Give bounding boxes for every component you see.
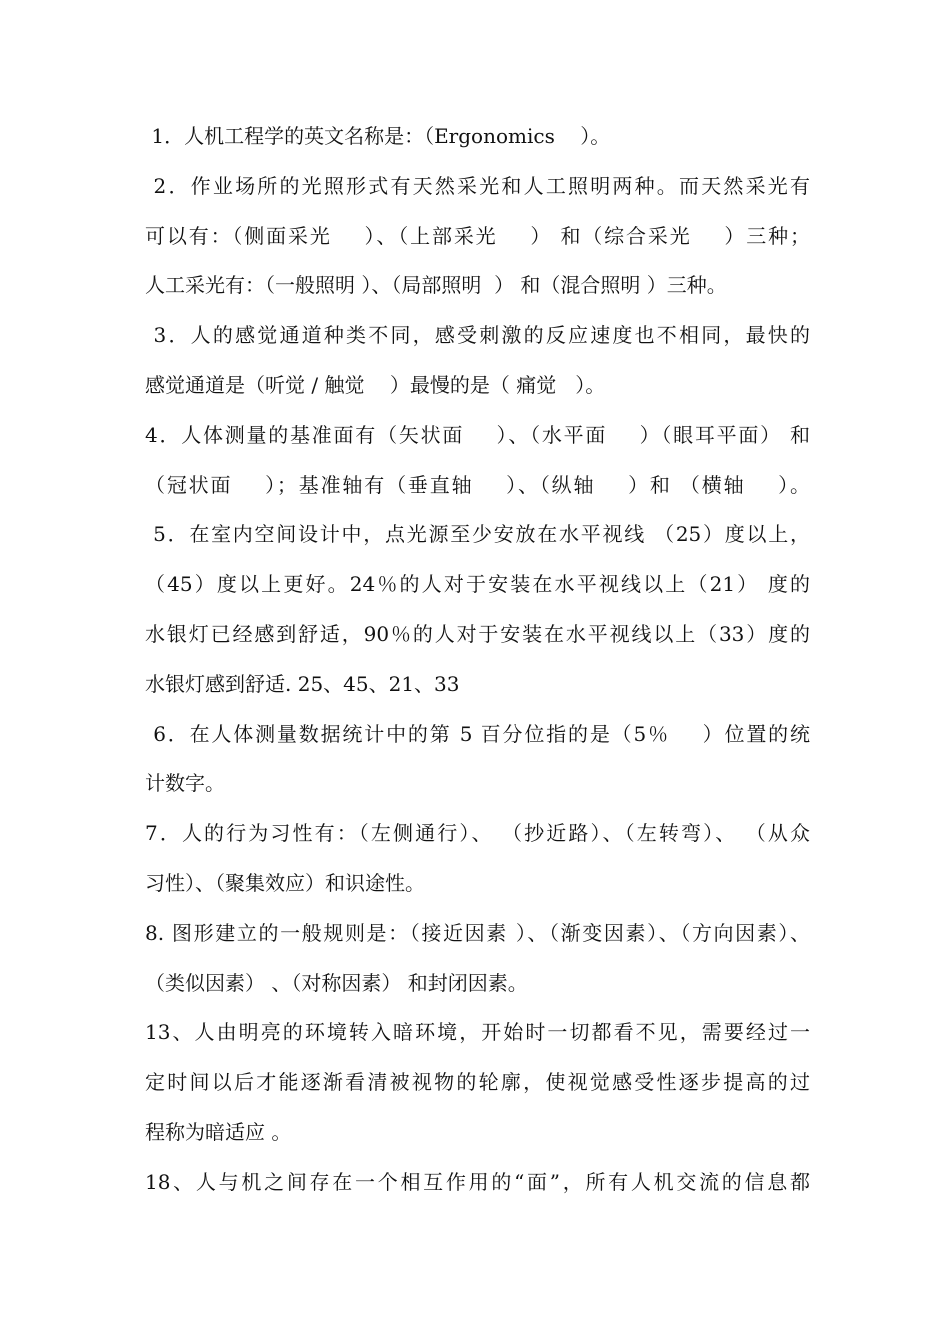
text-line-q4-part2: （冠状面 ）；基准轴有（垂直轴 ）、（纵轴 ）和 （横轴 ）。 xyxy=(145,472,810,497)
text-line-q6-part1: 6．在人体测量数据统计中的第 5 百分位指的是（5％ ）位置的统 xyxy=(145,721,810,746)
text-line-q7-part2: 习性）、（聚集效应）和识途性。 xyxy=(145,870,425,895)
text-line-q3-part1: 3．人的感觉通道种类不同，感受刺激的反应速度也不相同，最快的 xyxy=(145,323,810,348)
text-line-q8-part2: （类似因素） 、（对称因素） 和封闭因素。 xyxy=(145,970,528,995)
text-line-q5-part3: 水银灯已经感到舒适，90％的人对于安装在水平视线以上（33）度的 xyxy=(145,621,810,646)
text-line-q5-part4: 水银灯感到舒适. 25、45、21、33 xyxy=(145,671,460,696)
text-line-q13-part1: 13、人由明亮的环境转入暗环境，开始时一切都看不见，需要经过一 xyxy=(145,1020,810,1045)
text-line-q2-part2: 可以有：（侧面采光 ）、（上部采光 ） 和（综合采光 ）三种； xyxy=(145,223,810,248)
text-line-q7-part1: 7．人的行为习性有：（左侧通行）、 （抄近路）、（左转弯）、 （从众 xyxy=(145,821,810,846)
text-line-q2-part1: 2．作业场所的光照形式有天然采光和人工照明两种。而天然采光有 xyxy=(145,173,810,198)
text-line-q1: 1．人机工程学的英文名称是：（Ergonomics ）。 xyxy=(145,124,611,148)
text-line-q13-part2: 定时间以后才能逐渐看清被视物的轮廓，使视觉感受性逐步提高的过 xyxy=(145,1070,810,1095)
text-line-q5-part2: （45）度以上更好。24％的人对于安装在水平视线以上（21） 度的 xyxy=(145,572,810,597)
text-line-q5-part1: 5．在室内空间设计中，点光源至少安放在水平视线 （25）度以上， xyxy=(145,522,810,547)
text-line-q4-part1: 4．人体测量的基准面有（矢状面 ）、（水平面 ）（眼耳平面） 和 xyxy=(145,422,810,447)
text-line-q6-part2: 计数字。 xyxy=(145,771,225,796)
text-line-q18-part1: 18、人与机之间存在一个相互作用的“面”，所有人机交流的信息都 xyxy=(145,1169,810,1194)
document-body xyxy=(145,112,810,1208)
text-line-q8-part1: 8. 图形建立的一般规则是：（接近因素 ）、（渐变因素）、（方向因素）、 xyxy=(145,920,810,945)
text-line-q13-part3: 程称为暗适应 。 xyxy=(145,1119,292,1144)
text-line-q2-part3: 人工采光有：（一般照明 ）、（局部照明 ） 和（混合照明 ）三种。 xyxy=(145,273,727,298)
text-line-q3-part2: 感觉通道是（听觉 / 触觉 ）最慢的是（ 痛觉 ）。 xyxy=(145,372,606,397)
